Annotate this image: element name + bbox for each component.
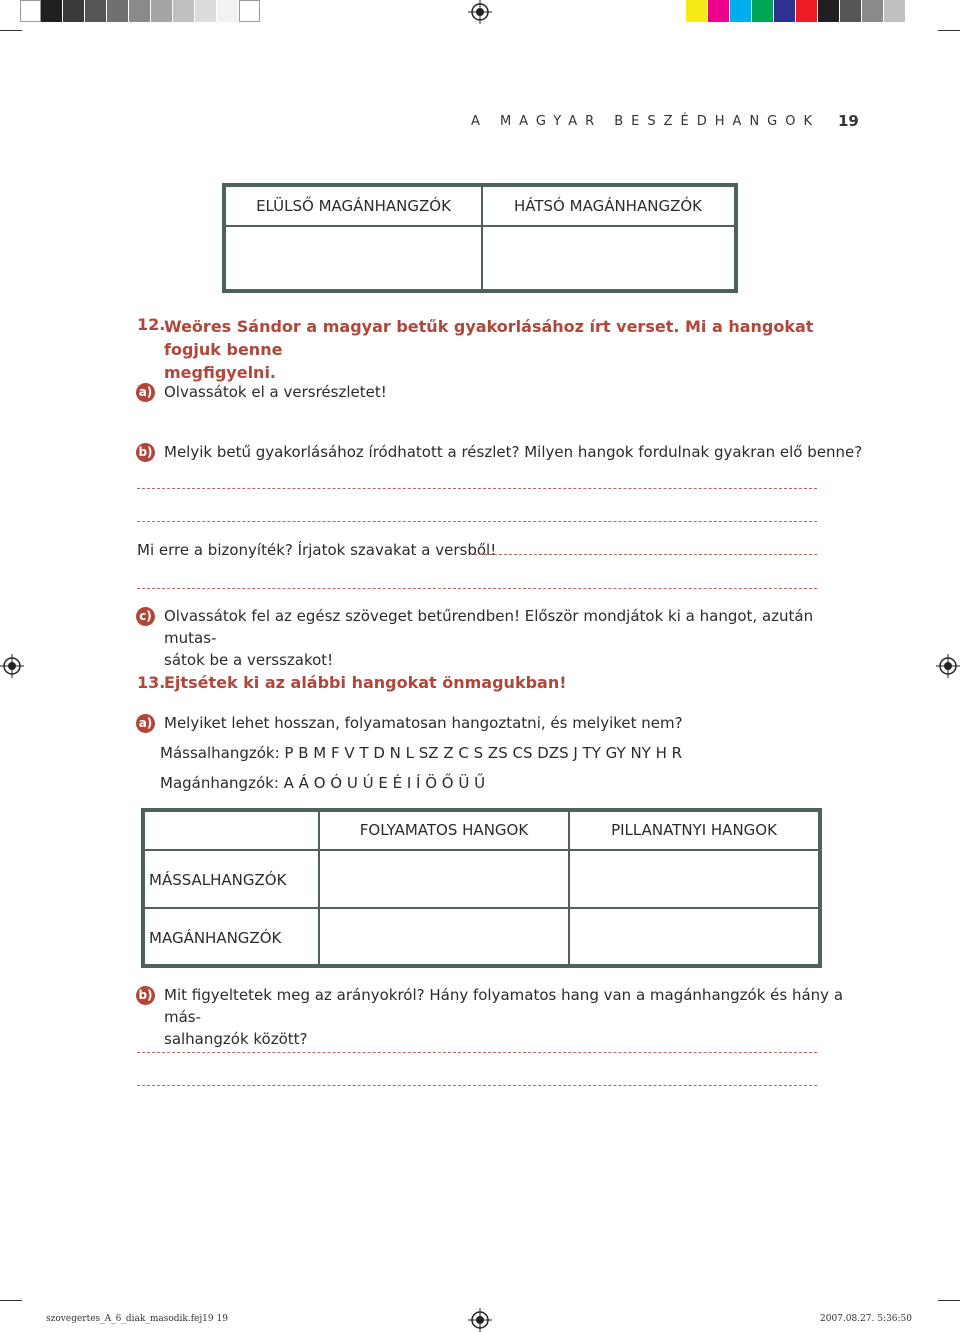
answer-cell-back[interactable] (483, 227, 734, 289)
task-text: Olvassátok el a versrészletet! (164, 383, 387, 401)
gray-swatch (239, 0, 260, 22)
task-label-a: a) (136, 714, 155, 733)
gray-swatch (195, 0, 217, 22)
gray-swatch (107, 0, 129, 22)
task-text (164, 605, 844, 671)
registration-mark-icon (936, 654, 960, 678)
crop-mark (938, 30, 960, 31)
answer-line[interactable] (137, 521, 817, 522)
page-number: 19 (838, 112, 859, 130)
task-label-c: c) (136, 607, 155, 626)
answer-line[interactable] (137, 1085, 817, 1086)
process-color-bar (686, 0, 906, 22)
gray-swatch (151, 0, 173, 22)
task-text: Melyik betű gyakorlásához íródhatott a részlet? Milyen hangok fordulnak gyakran elő benne? (164, 443, 863, 461)
answer-line[interactable] (137, 588, 817, 589)
gray-swatch (85, 0, 107, 22)
gray-swatch (63, 0, 85, 22)
grayscale-bar (20, 0, 260, 22)
crop-mark (938, 1300, 960, 1301)
task-label-a: a) (136, 383, 155, 402)
task-text-line: Mit figyeltetek meg az arányokról? Hány folyamatos hang van a magánhangzók és hány a más- (164, 986, 844, 1026)
task-text-line: Olvassátok fel az egész szöveget betűrendben! Először mondjátok ki a hangot, azután mutas- (164, 607, 814, 647)
table-header-momentary: PILLANATNYI HANGOK (611, 821, 777, 839)
color-swatch (774, 0, 796, 22)
answer-cell[interactable] (320, 909, 568, 964)
table-row-header-consonants: MÁSSALHANGZÓK (149, 871, 287, 889)
gray-swatch (20, 0, 41, 22)
registration-mark-icon (0, 654, 24, 678)
task-label-b: b) (136, 443, 155, 462)
question-number: 13. (137, 673, 166, 692)
question-title: Ejtsétek ki az alábbi hangokat önmagukban! (164, 673, 567, 692)
consonant-list: Mássalhangzók: P B M F V T D N L SZ Z C S ZS CS DZS J TY GY NY H R (160, 744, 683, 762)
answer-cell[interactable] (570, 909, 818, 964)
question-title (164, 315, 844, 384)
color-swatch (686, 0, 708, 22)
color-swatch (708, 0, 730, 22)
answer-cell[interactable] (320, 851, 568, 907)
answer-line[interactable] (137, 1052, 817, 1053)
answer-cell[interactable] (570, 851, 818, 907)
task-text: Melyiket lehet hosszan, folyamatosan hangoztatni, és melyiket nem? (164, 714, 683, 732)
table-header-front-vowels: ELÜLSŐ MAGÁNHANGZÓK (256, 197, 451, 215)
task-label-b: b) (136, 986, 155, 1005)
print-slug-date: 2007.08.27. 5:36:50 (820, 1314, 912, 1324)
vowel-table (222, 183, 738, 293)
gray-swatch (129, 0, 151, 22)
task-text: Mi erre a bizonyíték? Írjatok szavakat a versből! (137, 541, 497, 559)
task-text-line: salhangzók között? (164, 1030, 308, 1048)
answer-line[interactable] (137, 488, 817, 489)
color-swatch (818, 0, 840, 22)
question-title-line: megfigyelni. (164, 363, 277, 382)
answer-cell-front[interactable] (226, 227, 481, 289)
color-swatch (752, 0, 774, 22)
crop-mark (0, 1300, 22, 1301)
color-swatch (884, 0, 906, 22)
crop-mark (0, 30, 22, 31)
color-swatch (840, 0, 862, 22)
color-swatch (730, 0, 752, 22)
registration-mark-icon (468, 0, 492, 24)
question-number: 12. (137, 315, 166, 334)
print-slug-file: szovegertes_A_6_diak_masodik.fej19 19 (46, 1314, 228, 1324)
gray-swatch (173, 0, 195, 22)
question-title-line: Weöres Sándor a magyar betűk gyakorlásához írt verset. Mi a hangokat fogjuk benne (164, 317, 814, 359)
table-row-header-vowels: MAGÁNHANGZÓK (149, 929, 282, 947)
color-swatch (862, 0, 884, 22)
task-text-line: sátok be a versszakot! (164, 651, 334, 669)
sound-classification-table (141, 808, 822, 968)
color-swatch (796, 0, 818, 22)
vowel-list: Magánhangzók: A Á O Ó U Ú E É I Í Ö Ő Ü Ű (160, 774, 486, 792)
registration-mark-icon (468, 1308, 492, 1332)
gray-swatch (217, 0, 239, 22)
table-header-continuous: FOLYAMATOS HANGOK (359, 821, 529, 839)
running-header-title: A MAGYAR BESZÉDHANGOK (470, 114, 820, 129)
gray-swatch (41, 0, 63, 22)
answer-line[interactable] (474, 554, 817, 555)
table-header-back-vowels: HÁTSÓ MAGÁNHANGZÓK (514, 197, 702, 215)
task-text (164, 984, 844, 1050)
